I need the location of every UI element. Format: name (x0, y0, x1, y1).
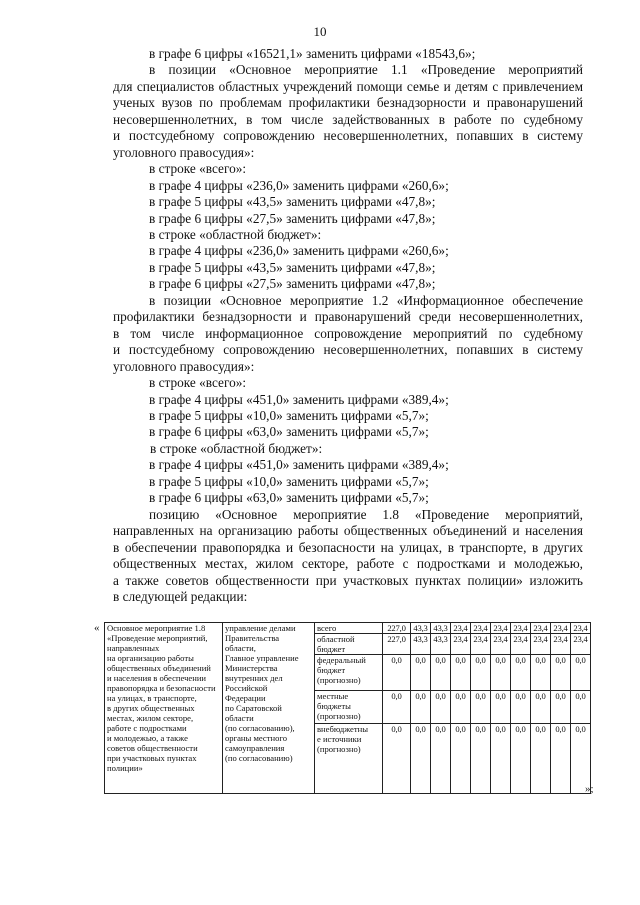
cell-line: местные (317, 691, 349, 701)
text-line: в графе 6 цифры «27,5» заменить цифрами «47,8»; (149, 276, 436, 292)
cell-line: общественных объединений (107, 663, 211, 673)
amount-cell: 0,0 (471, 655, 491, 691)
amount-cell: 23,4 (551, 623, 571, 634)
cell-line: полиции» (107, 763, 143, 773)
text-line: в строке «областной бюджет»: (149, 226, 322, 242)
amount-cell: 0,0 (551, 655, 571, 691)
text-line: в графе 5 цифры «10,0» заменить цифрами «5,7»; (149, 473, 429, 489)
cell-line: внебюджетны (317, 724, 368, 734)
text-line: в графе 6 цифры «63,0» заменить цифрами «5,7»; (149, 490, 429, 506)
text-line: в графе 6 цифры «27,5» заменить цифрами «47,8»; (149, 210, 436, 226)
amount-cell: 0,0 (451, 655, 471, 691)
cell-line: Российской (225, 683, 268, 693)
text-line: в графе 4 цифры «451,0» заменить цифрами «389,4»; (149, 457, 449, 473)
funding-source-cell (315, 655, 383, 691)
cell-line: (прогнозно) (317, 744, 361, 754)
amount-cell: 0,0 (571, 655, 591, 691)
amount-cell: 23,4 (511, 623, 531, 634)
text-line: в графе 5 цифры «10,0» заменить цифрами «5,7»; (149, 407, 429, 423)
funding-source-cell (315, 691, 383, 724)
cell-line: Федерации (225, 693, 266, 703)
cell-line: советов общественности (107, 743, 198, 753)
amount-cell: 0,0 (491, 691, 511, 724)
amount-cell: 0,0 (451, 691, 471, 724)
text-line: а также советов общественности при участковых пунктах полиции» изложить (113, 572, 583, 588)
amount-cell: 0,0 (491, 655, 511, 691)
text-line: в графе 5 цифры «43,5» заменить цифрами «47,8»; (149, 194, 436, 210)
cell-line: местах, жилом секторе, (107, 713, 194, 723)
amount-cell: 23,4 (471, 634, 491, 655)
cell-line: (прогнозно) (317, 711, 361, 721)
cell-line: областной (317, 634, 355, 644)
text-line: в графе 4 цифры «236,0» заменить цифрами «260,6»; (149, 243, 449, 259)
amount-cell: 0,0 (471, 724, 491, 794)
quote-close: »; (585, 783, 594, 795)
measure-name-cell (105, 623, 223, 794)
amount-cell: 0,0 (571, 724, 591, 794)
table-row (105, 623, 591, 634)
amount-cell: 0,0 (431, 655, 451, 691)
amount-cell: 43,3 (411, 623, 431, 634)
cell-line: органы местного (225, 733, 287, 743)
text-line: уголовного правосудия»: (113, 358, 255, 374)
amount-cell: 0,0 (531, 655, 551, 691)
amount-cell: 23,4 (511, 634, 531, 655)
cell-line: на организацию работы (107, 653, 194, 663)
cell-line: и населения в обеспечении (107, 673, 207, 683)
amount-cell: 23,4 (571, 623, 591, 634)
amount-cell: 227,0 (383, 634, 411, 655)
text-line: для специалистов областных учреждений помощи семье и детям с привлечением (113, 78, 583, 94)
amount-cell: 43,3 (411, 634, 431, 655)
text-line: в строке «всего»: (149, 375, 247, 391)
amount-cell: 23,4 (571, 634, 591, 655)
page-number: 10 (313, 24, 327, 39)
cell-line: и молодежью, а также (107, 733, 188, 743)
cell-line: бюджет (317, 665, 346, 675)
quote-open: « (94, 622, 100, 634)
amount-cell: 0,0 (511, 655, 531, 691)
text-line: в графе 4 цифры «451,0» заменить цифрами «389,4»; (149, 391, 449, 407)
amount-cell: 23,4 (451, 623, 471, 634)
text-line: в том числе информационное сопровождение мероприятий по судебному (113, 325, 583, 341)
cell-line: области (225, 713, 254, 723)
cell-line: работе с подростками (107, 723, 187, 733)
cell-line: правопорядка и безопасности (107, 683, 216, 693)
text-line: в строке «всего»: (149, 161, 247, 177)
cell-line: «Проведение мероприятий, (107, 633, 208, 643)
text-line: в следующей редакции: (113, 588, 248, 604)
funding-source-cell (315, 623, 383, 634)
amount-cell: 0,0 (551, 724, 571, 794)
amount-cell: 0,0 (531, 691, 551, 724)
funding-source-cell (315, 634, 383, 655)
text-line: в позиции «Основное мероприятие 1.1 «Проведение мероприятий (149, 62, 583, 78)
amount-cell: 0,0 (491, 724, 511, 794)
text-line: в графе 5 цифры «43,5» заменить цифрами «47,8»; (149, 259, 436, 275)
measure-table (104, 622, 591, 794)
cell-line: (по согласованию) (225, 753, 293, 763)
cell-line: направленных (107, 643, 160, 653)
amount-cell: 0,0 (471, 691, 491, 724)
cell-line: на улицах, в транспорте, (107, 693, 197, 703)
text-line: ученых вузов по проблемам профилактики безнадзорности и правонарушений (113, 95, 583, 111)
cell-line: в других общественных (107, 703, 195, 713)
text-line: в графе 4 цифры «236,0» заменить цифрами «260,6»; (149, 177, 449, 193)
text-line: в обеспечении правопорядка и безопасности на улицах, в транспорте, в других (113, 539, 583, 555)
amount-cell: 0,0 (511, 691, 531, 724)
cell-line: внутренних дел (225, 673, 283, 683)
cell-line: Основное мероприятие 1.8 (107, 623, 206, 633)
amount-cell: 0,0 (571, 691, 591, 724)
text-line: в графе 6 цифры «63,0» заменить цифрами «5,7»; (149, 424, 429, 440)
amount-cell: 0,0 (531, 724, 551, 794)
amount-cell: 227,0 (383, 623, 411, 634)
cell-line: по Саратовской (225, 703, 282, 713)
executor-cell (223, 623, 315, 794)
cell-line: Правительства (225, 633, 280, 643)
cell-line: (прогнозно) (317, 675, 361, 685)
cell-line: (по согласованию), (225, 723, 295, 733)
amount-cell: 0,0 (511, 724, 531, 794)
cell-line: е источники (317, 734, 362, 744)
cell-line: бюджет (317, 644, 346, 654)
amount-cell: 0,0 (383, 691, 411, 724)
cell-line: управление делами (225, 623, 296, 633)
funding-source-cell (315, 724, 383, 794)
amount-cell: 43,3 (431, 623, 451, 634)
cell-line: самоуправления (225, 743, 285, 753)
text-line: и постсудебному сопровождению несовершеннолетних, попавших в систему (113, 342, 583, 358)
amount-cell: 23,4 (451, 634, 471, 655)
amount-cell: 23,4 (491, 623, 511, 634)
amount-cell: 43,3 (431, 634, 451, 655)
amount-cell: 0,0 (431, 691, 451, 724)
cell-line: области, (225, 643, 256, 653)
amount-cell: 0,0 (551, 691, 571, 724)
text-line: уголовного правосудия»: (113, 144, 255, 160)
text-line: несовершеннолетних, в том числе задействованных в работе по судебному (113, 111, 583, 127)
amount-cell: 0,0 (383, 724, 411, 794)
cell-line: всего (317, 623, 337, 633)
text-line: профилактики безнадзорности и правонарушений среди несовершеннолетних, (113, 309, 583, 325)
amount-cell: 0,0 (431, 724, 451, 794)
text-line: и постсудебному сопровождению несовершеннолетних, попавших в систему (113, 128, 583, 144)
text-line: общественных местах, жилом секторе, работе с подростками и молодежью, (113, 556, 583, 572)
amount-cell: 0,0 (383, 655, 411, 691)
text-line: позицию «Основное мероприятие 1.8 «Проведение мероприятий, (149, 506, 583, 522)
cell-line: бюджеты (317, 701, 351, 711)
amount-cell: 23,4 (471, 623, 491, 634)
text-line: в позиции «Основное мероприятие 1.2 «Информационное обеспечение (149, 292, 583, 308)
body-text (113, 46, 583, 605)
amount-cell: 23,4 (551, 634, 571, 655)
cell-line: при участковых пунктах (107, 753, 197, 763)
cell-line: Главное управление (225, 653, 299, 663)
cell-line: Министерства (225, 663, 278, 673)
cell-line: федеральный (317, 655, 366, 665)
text-line: направленных на организацию работы общественных объединений и населения (113, 523, 583, 539)
amount-cell: 0,0 (451, 724, 471, 794)
text-line: в строке «областной бюджет»: (150, 440, 323, 456)
amount-cell: 23,4 (491, 634, 511, 655)
amount-cell: 0,0 (411, 655, 431, 691)
amount-cell: 0,0 (411, 691, 431, 724)
amount-cell: 0,0 (411, 724, 431, 794)
text-line: в графе 6 цифры «16521,1» заменить цифрами «18543,6»; (149, 46, 476, 61)
amount-cell: 23,4 (531, 634, 551, 655)
amount-cell: 23,4 (531, 623, 551, 634)
